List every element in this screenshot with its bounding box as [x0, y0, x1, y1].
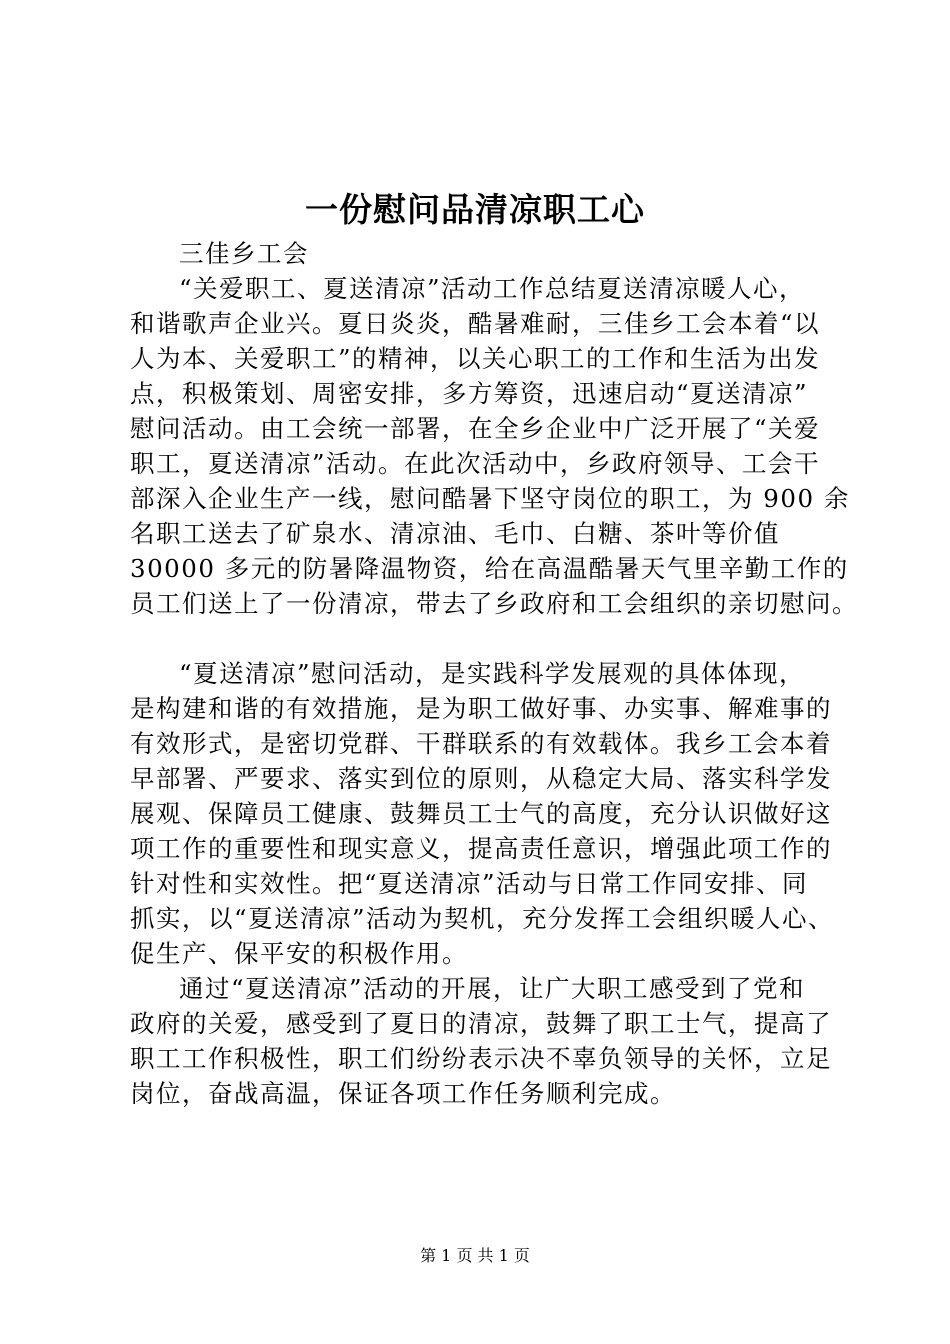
paragraph-line: 岗位，奋战高温，保证各项工作任务顺利完成。: [130, 1079, 676, 1108]
paragraph-line: 抓实，以“夏送清凉”活动为契机，充分发挥工会组织暖人心、: [130, 904, 835, 933]
paragraph-line: 30000 多元的防暑降温物资，给在高温酷暑天气里辛勤工作的: [130, 554, 849, 583]
page-footer: 第 1 页 共 1 页: [420, 1246, 530, 1265]
paragraph-line: 促生产、保平安的积极作用。: [130, 939, 468, 968]
paragraph-line: 和谐歌声企业兴。夏日炎炎，酷暑难耐，三佳乡工会本着“以: [130, 309, 821, 338]
paragraph-2: [130, 656, 850, 971]
paragraph-line: “关爱职工、夏送清凉”活动工作总结夏送清凉暖人心，: [179, 274, 806, 303]
document-title: 一份慰问品清凉职工心: [305, 190, 645, 229]
paragraph-line: 早部署、严要求、落实到位的原则，从稳定大局、落实科学发: [130, 764, 832, 793]
paragraph-line: 点，积极策划、周密安排，多方筹资，迅速启动“夏送清凉”: [130, 379, 809, 408]
paragraph-spacer: [130, 621, 850, 656]
paragraph-line: 员工们送上了一份清凉，带去了乡政府和工会组织的亲切慰问。: [130, 589, 858, 618]
paragraph-3: [130, 971, 850, 1111]
paragraph-line: 项工作的重要性和现实意义，提高责任意识，增强此项工作的: [130, 834, 832, 863]
paragraph-line: 部深入企业生产一线，慰问酷暑下坚守岗位的职工，为 900 余: [130, 484, 850, 513]
paragraph-line: 政府的关爱，感受到了夏日的清凉，鼓舞了职工士气，提高了: [130, 1009, 832, 1038]
paragraph-line: 有效形式，是密切党群、干群联系的有效载体。我乡工会本着: [130, 729, 832, 758]
paragraph-1: [130, 271, 858, 621]
paragraph-line: 通过“夏送清凉”活动的开展，让广大职工感受到了党和: [179, 974, 806, 1003]
paragraph-line: “夏送清凉”慰问活动，是实践科学发展观的具体体现，: [179, 659, 806, 688]
paragraph-line: 慰问活动。由工会统一部署，在全乡企业中广泛开展了“关爱: [130, 414, 821, 443]
author-line: 三佳乡工会: [179, 239, 309, 268]
paragraph-line: 人为本、关爱职工”的精神，以关心职工的工作和生活为出发: [130, 344, 821, 373]
paragraph-line: 是构建和谐的有效措施，是为职工做好事、办实事、解难事的: [130, 694, 832, 723]
paragraph-line: 针对性和实效性。把“夏送清凉”活动与日常工作同安排、同: [130, 869, 809, 898]
paragraph-line: 展观、保障员工健康、鼓舞员工士气的高度，充分认识做好这: [130, 799, 832, 828]
paragraph-line: 职工，夏送清凉”活动。在此次活动中，乡政府领导、工会干: [130, 449, 821, 478]
paragraph-line: 名职工送去了矿泉水、清凉油、毛巾、白糖、茶叶等价值: [130, 519, 780, 548]
document-body: [130, 236, 858, 1111]
paragraph-line: 职工工作积极性，职工们纷纷表示决不辜负领导的关怀，立足: [130, 1044, 832, 1073]
